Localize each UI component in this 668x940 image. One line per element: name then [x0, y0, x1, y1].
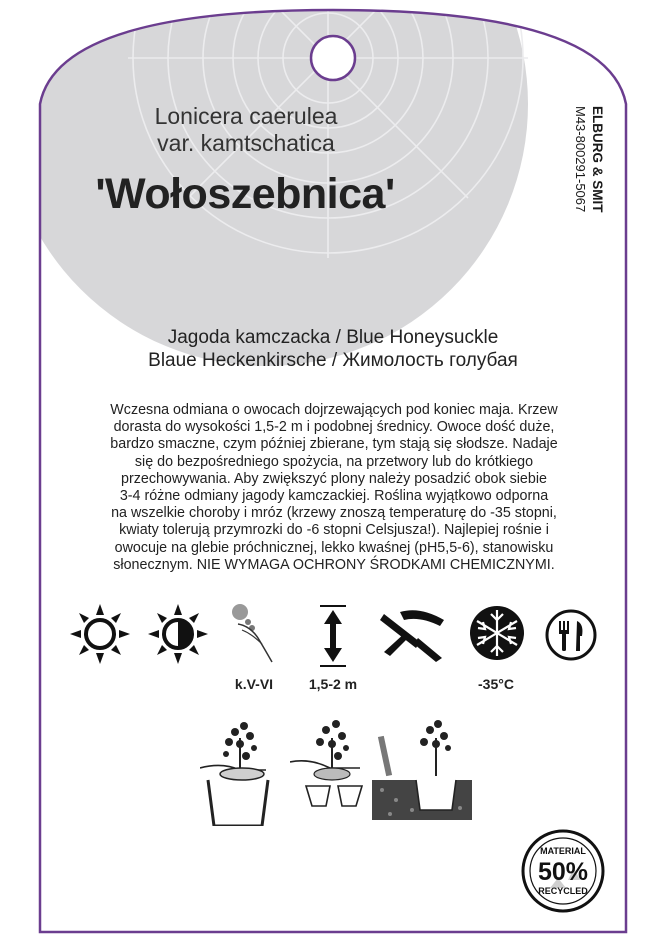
recycled-top-text: MATERIAL	[540, 846, 586, 856]
description-line: owocuje na glebie próchnicznej, lekko kwaśnej (pH5,5-6), stanowisku	[114, 539, 554, 556]
planting-step-1-icon	[200, 714, 280, 826]
full-sun-icon	[70, 604, 130, 664]
partial-sun-icon	[148, 604, 208, 664]
description-line: kwiaty tolerują przymrozki do -6 stopni Celsjusza!). Najlepiej rośnie i	[119, 522, 549, 539]
harvest-caption: k.V-VI	[234, 676, 274, 692]
planting-step-2-icon	[290, 714, 372, 810]
vertical-brand-block	[565, 106, 609, 306]
height-arrow-icon	[318, 604, 348, 668]
description	[62, 402, 606, 574]
cultivar-name: 'Wołoszebnica'	[95, 170, 395, 218]
recycled-badge-icon	[520, 828, 606, 914]
description-line: słonecznym. NIE WYMAGA OCHRONY ŚRODKAMI CHEMICZNYMI.	[113, 556, 555, 573]
brand-name: ELBURG & SMIT	[590, 106, 605, 213]
edible-icon	[544, 608, 598, 662]
latin-name	[96, 103, 396, 157]
description-line: na wszelkie choroby i mróz (krzewy znoszą temperaturę do -35 stopni,	[111, 505, 557, 522]
harvest-hand-icon	[228, 600, 276, 664]
planting-step-3-icon	[372, 714, 472, 824]
common-names-line-1: Jagoda kamczacka / Blue Honeysuckle	[167, 327, 499, 348]
recycled-bottom-text: RECYCLED	[538, 886, 588, 896]
description-line: dorasta do wysokości 1,5-2 m i podobnej średnicy. Owoce dość duże,	[113, 419, 555, 436]
description-line: bardzo smaczne, czym później zbierane, tym stają się słodsze. Nadaje	[110, 436, 558, 453]
description-line: przechowywania. Aby zwiększyć plony należy posadzić obok siebie	[121, 470, 547, 487]
common-names-line-2: Blaue Heckenkirsche / Жимолость голубая	[148, 350, 518, 371]
snowflake-icon	[466, 602, 528, 664]
description-line: Wczesna odmiana o owocach dojrzewających pod koniec maja. Krzew	[110, 402, 558, 418]
pruning-shears-icon	[380, 606, 446, 662]
latin-line-1: Lonicera caerulea	[154, 103, 338, 129]
description-line: się do bezpośredniego spożycia, na przetwory lub do krótkiego	[134, 453, 534, 470]
hang-hole	[311, 36, 355, 80]
height-caption: 1,5-2 m	[308, 676, 358, 692]
common-names	[38, 326, 628, 372]
product-code: M43-800291-5067	[573, 106, 588, 213]
latin-line-2: var. kamtschatica	[157, 130, 335, 156]
hardiness-caption: -35°C	[478, 676, 514, 692]
description-line: 3-4 różne odmiany jagody kamczackiej. Roślina wyjątkowo odporna	[119, 488, 549, 505]
recycled-percent-text: 50%	[537, 858, 589, 886]
